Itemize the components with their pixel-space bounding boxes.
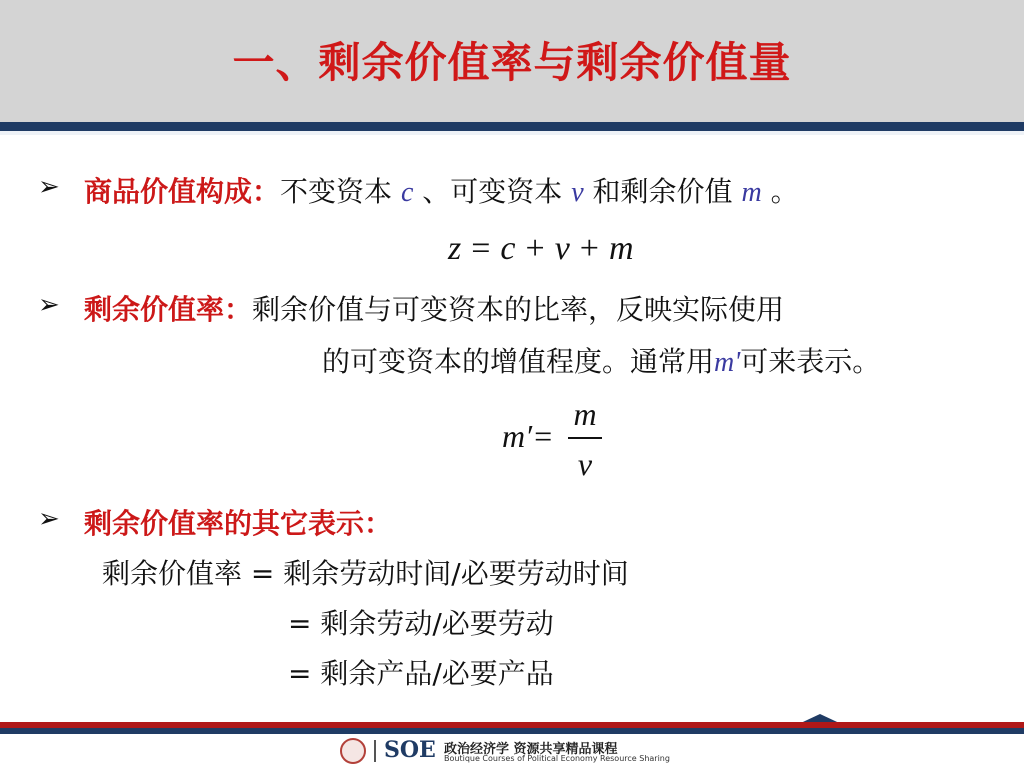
arrow-bullet-icon: ➢ — [38, 504, 60, 534]
footer-separator — [374, 740, 376, 762]
bullet-rate — [84, 288, 784, 328]
variable-m-prime: m' — [714, 347, 741, 378]
formula-z: z — [448, 230, 462, 267]
footer-branding — [340, 738, 680, 766]
footer-navy-bar — [0, 728, 1024, 734]
bullet-text: 剩余价值与可变资本的比率，反映实际使用 — [252, 293, 785, 326]
variable-m: m — [741, 177, 762, 208]
expression-line: 剩余价值率 = 剩余劳动时间/必要劳动时间 — [102, 557, 629, 590]
formula-plus: + — [579, 230, 599, 267]
bullet-text: 不变资本 — [280, 175, 393, 208]
bullet-rate-continued — [322, 340, 880, 380]
expression-line: = 剩余产品/必要产品 — [288, 657, 554, 690]
bullet-other-expressions — [84, 502, 392, 542]
university-seal-icon — [340, 738, 366, 764]
bullet-label: 剩余价值率： — [84, 293, 253, 326]
bullet-text: 。 — [770, 175, 799, 208]
formula-c: c — [500, 230, 516, 267]
fraction-bar — [568, 437, 602, 439]
expression-line: = 剩余劳动/必要劳动 — [288, 607, 554, 640]
formula-equals: = — [471, 230, 491, 267]
formula-m: m — [608, 230, 634, 267]
bullet-label: 商品价值构成： — [84, 175, 281, 208]
formula-value-composition — [448, 230, 634, 268]
bullet-text: 和剩余价值 — [592, 175, 733, 208]
header-divider-light — [0, 131, 1024, 135]
formula-lhs: m′= — [502, 418, 554, 454]
formula-v: v — [554, 230, 570, 267]
slide-title: 一、剩余价值率与剩余价值量 — [232, 38, 792, 87]
fraction-numerator: m — [573, 396, 597, 432]
arrow-bullet-icon: ➢ — [38, 172, 60, 202]
arrow-bullet-icon: ➢ — [38, 290, 60, 320]
fraction-denominator: v — [577, 446, 593, 482]
footer-course-title: 政治经济学 资源共享精品课程 — [444, 742, 618, 757]
header-divider — [0, 122, 1024, 131]
bullet-text: 的可变资本的增值程度。通常用 — [322, 345, 715, 378]
bullet-composition — [84, 170, 799, 210]
bullet-text: 可来表示。 — [740, 345, 881, 378]
footer-course-subtitle: Boutique Courses of Political Economy Resource Sharing — [444, 754, 670, 763]
bullet-label: 剩余价值率的其它表示： — [84, 507, 393, 540]
bullet-text: 、可变资本 — [422, 175, 563, 208]
formula-plus: + — [525, 230, 545, 267]
soe-logo: SOE — [384, 737, 436, 763]
variable-v: v — [571, 177, 584, 208]
variable-c: c — [400, 177, 414, 208]
